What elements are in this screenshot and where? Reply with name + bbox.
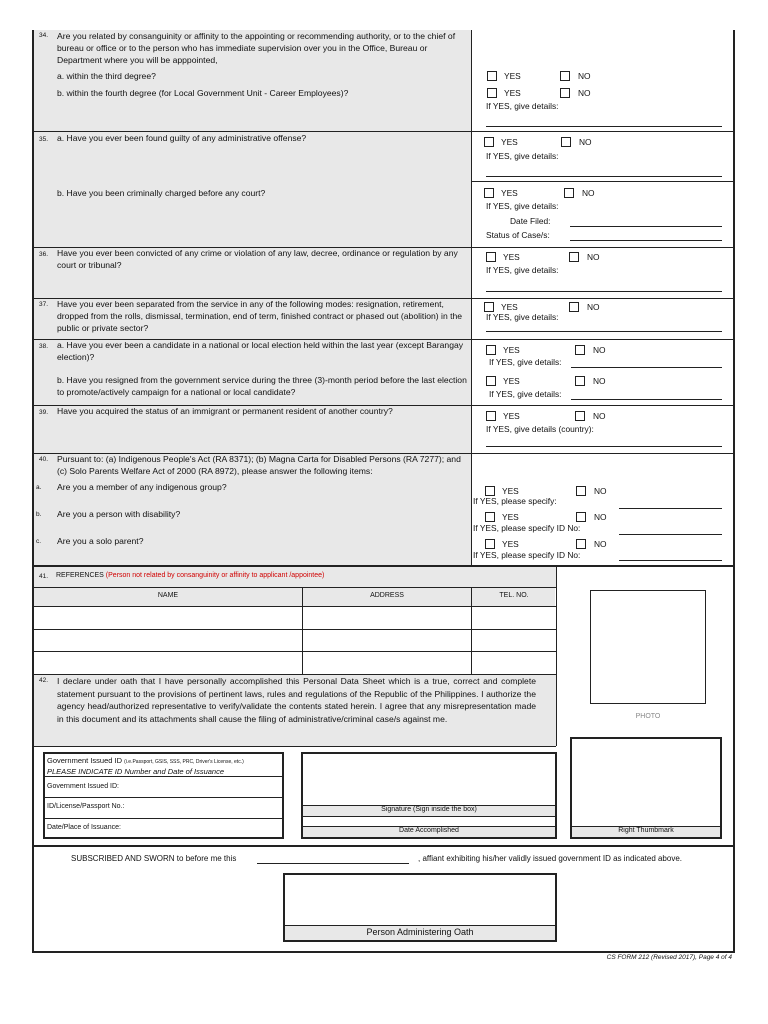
q40-c-letter: c. (36, 538, 42, 545)
q38-b-text: b. Have you resigned from the government service during the three (3)-month period before the last election to promote/actively campaign for a national or local candidate? (57, 375, 467, 398)
q35-a-text: a. Have you ever been found guilty of any administrative offense? (57, 133, 307, 143)
q37-details-label: If YES, give details: (486, 312, 559, 322)
q37-no-checkbox[interactable] (569, 302, 579, 312)
signature-label: Signature (Sign inside the box) (381, 806, 477, 813)
no-label: NO (593, 345, 606, 355)
q40c-details-line[interactable] (619, 560, 722, 561)
q36-details-label: If YES, give details: (486, 265, 559, 275)
yes-label: YES (501, 188, 518, 198)
no-label: NO (593, 411, 606, 421)
ref-row-3[interactable] (34, 652, 555, 673)
row-line (33, 565, 734, 567)
no-label: NO (578, 71, 591, 81)
oath-line (284, 925, 556, 926)
q40-a-letter: a. (36, 484, 42, 491)
q40a-no-checkbox[interactable] (576, 486, 586, 496)
photo-label: PHOTO (635, 713, 661, 720)
no-label: NO (582, 188, 595, 198)
q40a-details-label: If YES, please specify: (473, 496, 557, 506)
q35-b-text: b. Have you been criminally charged before any court? (57, 188, 266, 198)
q40a-details-line[interactable] (619, 508, 722, 509)
yes-label: YES (501, 137, 518, 147)
gov-id-sep (45, 776, 284, 777)
no-label: NO (594, 512, 607, 522)
yes-label: YES (502, 539, 519, 549)
q39-no-checkbox[interactable] (575, 411, 585, 421)
q37-text: Have you ever been separated from the service in any of the following modes: resignation, retirement, dropped from the rolls, dismissal, termination, end of term, finished contract or phased out (abolition) in the public or private sector? (57, 299, 463, 334)
gov-id-box (43, 752, 284, 839)
q35b-yes-checkbox[interactable] (484, 188, 494, 198)
q35b-no-checkbox[interactable] (564, 188, 574, 198)
yes-label: YES (504, 71, 521, 81)
q34a-no-checkbox[interactable] (560, 71, 570, 81)
ref-row-1[interactable] (34, 607, 555, 628)
photo-box[interactable] (590, 590, 706, 704)
ref-row-2[interactable] (34, 630, 555, 650)
q40a-yes-checkbox[interactable] (485, 486, 495, 496)
q34a-yes-checkbox[interactable] (487, 71, 497, 81)
person-administering-oath-label: Person Administering Oath (366, 927, 474, 937)
q39-details-label: If YES, give details (country): (486, 424, 594, 434)
right-thumbmark-label: Right Thumbmark (618, 827, 674, 834)
status-case-label: Status of Case/s: (486, 230, 550, 240)
no-label: NO (587, 302, 600, 312)
date-filed-label: Date Filed: (510, 216, 551, 226)
sworn-date-line[interactable] (257, 863, 409, 864)
q38a-no-checkbox[interactable] (575, 345, 585, 355)
ref-line (33, 587, 556, 588)
gov-id-title-note: (i.e.Passport, GSIS, SSS, PRC, Driver's License, etc.) (124, 759, 244, 765)
ref-right (556, 566, 557, 746)
q42-number: 42. (39, 677, 49, 684)
date-filed-line[interactable] (570, 226, 722, 227)
q36-number: 36. (39, 251, 49, 258)
yes-label: YES (502, 512, 519, 522)
references-label: REFERENCES (56, 572, 104, 579)
q40c-yes-checkbox[interactable] (485, 539, 495, 549)
q34b-yes-checkbox[interactable] (487, 88, 497, 98)
ref-line (33, 746, 556, 747)
q34-details-line[interactable] (486, 126, 722, 127)
q40-a-text: Are you a member of any indigenous group? (57, 482, 227, 492)
no-label: NO (594, 486, 607, 496)
no-label: NO (587, 252, 600, 262)
references-note: (Person not related by consanguinity or affinity to applicant /appointee) (105, 572, 325, 579)
row-line (471, 181, 734, 182)
q34-b-text: b. within the fourth degree (for Local Government Unit - Career Employees)? (57, 88, 349, 98)
q42-text: I declare under oath that I have personally accomplished this Personal Data Sheet which is a true, correct and complete statement pursuant to the provisions of pertinent laws, rules and regulations of the Republic of the Philippines. I authorize the agency head/authorized representative to verify/validate the contents stated herein. I agree that any misrepresentation made in this document and its attachments shall cause the filing of administrative/criminal case/s against me. (57, 676, 536, 724)
id-number-label: ID/License/Passport No.: (47, 803, 125, 810)
gov-id-title (47, 756, 244, 765)
q38b-yes-checkbox[interactable] (486, 376, 496, 386)
sig-line (302, 816, 556, 817)
q38b-details-line[interactable] (571, 399, 722, 400)
yes-label: YES (503, 252, 520, 262)
references-title (56, 572, 324, 579)
no-label: NO (593, 376, 606, 386)
q34-text: Are you related by consanguinity or affinity to the appointing or recommending authority, or to the chief of bureau or office or to the person who has immediate supervision over you in the Office, Bureau or Department where you will be apppointed, (57, 31, 456, 66)
gov-id-sep (45, 818, 284, 819)
q38b-details-label: If YES, give details: (489, 389, 562, 399)
q39-yes-checkbox[interactable] (486, 411, 496, 421)
q41-number: 41. (39, 573, 49, 580)
no-label: NO (578, 88, 591, 98)
date-accomplished-label: Date Accomplished (399, 827, 459, 834)
q40-b-letter: b. (36, 511, 42, 518)
yes-label: YES (501, 302, 518, 312)
q40-text: Pursuant to: (a) Indigenous People's Act (RA 8371); (b) Magna Carta for Disabled Persons (RA 7277); and (c) Solo Parents Welfare Act of 2000 (RA 8972), please answer the following items: (57, 454, 461, 477)
q40-b-text: Are you a person with disability? (57, 509, 181, 519)
frame-right (733, 30, 735, 952)
q34-a-text: a. within the third degree? (57, 71, 156, 81)
q34b-no-checkbox[interactable] (560, 88, 570, 98)
q35a-yes-checkbox[interactable] (484, 137, 494, 147)
q40b-details-line[interactable] (619, 534, 722, 535)
gov-id-sep (45, 797, 284, 798)
q40b-no-checkbox[interactable] (576, 512, 586, 522)
q38-a-text: a. Have you ever been a candidate in a national or local election held within the last year (except Barangay election)? (57, 340, 464, 363)
q35-number: 35. (39, 136, 49, 143)
col-name-header: NAME (157, 592, 179, 599)
status-case-line[interactable] (570, 240, 722, 241)
q38a-details-line[interactable] (571, 367, 722, 368)
q36-no-checkbox[interactable] (569, 252, 579, 262)
q40-c-text: Are you a solo parent? (57, 536, 144, 546)
frame-left (32, 30, 34, 952)
col-tel-header: TEL. NO. (499, 592, 529, 599)
q38a-details-label: If YES, give details: (489, 357, 562, 367)
yes-label: YES (504, 88, 521, 98)
q35a-details-label: If YES, give details: (486, 151, 559, 161)
q36-text: Have you ever been convicted of any crime or violation of any law, decree, ordinance or regulation by any court or tribunal? (57, 248, 458, 271)
form-footer: CS FORM 212 (Revised 2017), Page 4 of 4 (606, 954, 732, 961)
q38b-no-checkbox[interactable] (575, 376, 585, 386)
q39-number: 39. (39, 409, 49, 416)
q34-number: 34. (39, 32, 49, 39)
q40b-yes-checkbox[interactable] (485, 512, 495, 522)
gov-id-title-text: Government Issued ID (47, 756, 123, 765)
q35a-no-checkbox[interactable] (561, 137, 571, 147)
yes-label: YES (503, 345, 520, 355)
yes-label: YES (502, 486, 519, 496)
no-label: NO (594, 539, 607, 549)
q35b-details-label: If YES, give details: (486, 201, 559, 211)
col-address-header: ADDRESS (370, 592, 404, 599)
q37-yes-checkbox[interactable] (484, 302, 494, 312)
q37-number: 37. (39, 301, 49, 308)
q36-details-line[interactable] (486, 291, 722, 292)
q40c-no-checkbox[interactable] (576, 539, 586, 549)
q38a-yes-checkbox[interactable] (486, 345, 496, 355)
thumbmark-box[interactable] (570, 737, 722, 839)
q35a-details-line[interactable] (486, 176, 722, 177)
q36-yes-checkbox[interactable] (486, 252, 496, 262)
gov-id-instruction: PLEASE INDICATE ID Number and Date of Issuance (47, 767, 225, 776)
q40b-details-label: If YES, please specify ID No: (473, 523, 581, 533)
q38-number: 38. (39, 343, 49, 350)
q34-details-label: If YES, give details: (486, 101, 559, 111)
q39-text: Have you acquired the status of an immigrant or permanent resident of another country? (57, 406, 393, 416)
q40-number: 40. (39, 456, 49, 463)
q39-details-line[interactable] (486, 446, 722, 447)
q37-details-line[interactable] (486, 331, 722, 332)
frame-bottom (32, 951, 735, 953)
date-place-label: Date/Place of Issuance: (47, 824, 121, 831)
sworn-suffix: , affiant exhibiting his/her validly issued government ID as indicated above. (418, 854, 683, 863)
sworn-prefix: SUBSCRIBED AND SWORN to before me this (71, 854, 237, 863)
gov-id-field-label: Government Issued ID: (47, 783, 119, 790)
no-label: NO (579, 137, 592, 147)
yes-label: YES (503, 411, 520, 421)
row-line (33, 845, 734, 847)
yes-label: YES (503, 376, 520, 386)
q40c-details-label: If YES, please specify ID No: (473, 550, 581, 560)
